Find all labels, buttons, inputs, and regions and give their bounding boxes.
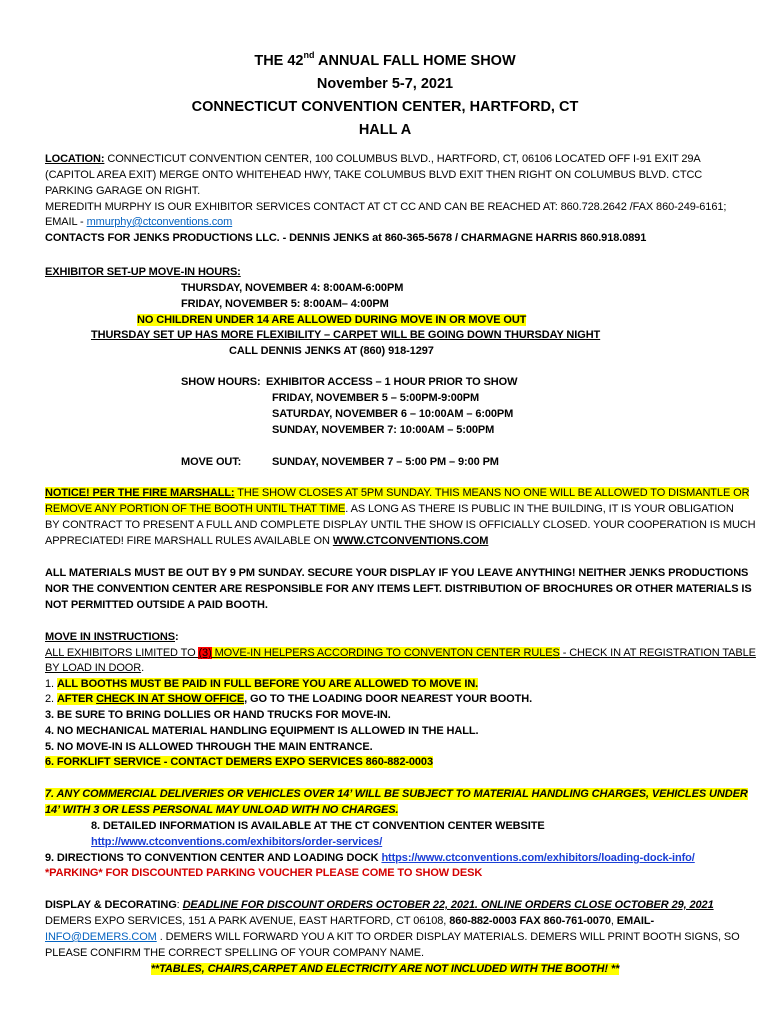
loading-dock-link[interactable]: https://www.ctconventions.com/exhibitors/loading-dock-info/: [381, 852, 695, 864]
move-in-item-1: 1. ALL BOOTHS MUST BE PAID IN FULL BEFORE YOU ARE ALLOWED TO MOVE IN.: [45, 678, 479, 690]
location-label: LOCATION:: [45, 153, 105, 165]
move-in-item-2: 2. AFTER CHECK IN AT SHOW OFFICE, GO TO THE LOADING DOOR NEAREST YOUR BOOTH.: [45, 693, 533, 705]
fire-marshall-notice-line-1: NOTICE! PER THE FIRE MARSHALL: THE SHOW CLOSES AT 5PM SUNDAY. THIS MEANS NO ONE WILL BE ALLOWED TO DISMANTLE OR: [45, 487, 750, 499]
contact-email-line: EMAIL - mmurphy@ctconventions.com: [45, 216, 233, 228]
fire-marshall-notice-line-2: REMOVE ANY PORTION OF THE BOOTH UNTIL THAT TIME. AS LONG AS THERE IS PUBLIC IN THE BUILDING, IT IS YOUR OBLIGATION: [45, 503, 734, 515]
title-text-rest: ANNUAL FALL HOME SHOW: [314, 53, 516, 69]
show-hall: HALL A: [358, 122, 412, 138]
show-hours-friday: FRIDAY, NOVEMBER 5 – 5:00PM-9:00PM: [272, 392, 480, 404]
location-line-3: PARKING GARAGE ON RIGHT.: [45, 185, 201, 197]
move-in-item-9: 9. DIRECTIONS TO CONVENTION CENTER AND LOADING DOCK https://www.ctconventions.com/exhibitors/loading-dock-info/: [45, 852, 695, 864]
show-venue: CONNECTICUT CONVENTION CENTER, HARTFORD, CT: [191, 99, 579, 115]
notice-label: NOTICE! PER THE FIRE MARSHALL:: [45, 487, 235, 499]
move-in-item-7-line-1: 7. ANY COMMERCIAL DELIVERIES OR VEHICLES OVER 14’ WILL BE SUBJECT TO MATERIAL HANDLING CHARGES, VEHICLES UNDER: [45, 788, 748, 800]
not-included-notice: **TABLES, CHAIRS,CARPET AND ELECTRICITY ARE NOT INCLUDED WITH THE BOOTH! **: [150, 963, 620, 975]
show-hours-label: SHOW HOURS:: [181, 376, 261, 388]
no-children-notice: NO CHILDREN UNDER 14 ARE ALLOWED DURING MOVE IN OR MOVE OUT: [137, 314, 527, 326]
setup-heading: EXHIBITOR SET-UP MOVE-IN HOURS:: [45, 266, 241, 278]
materials-line-3: NOT PERMITTED OUTSIDE A PAID BOOTH.: [45, 599, 268, 611]
move-in-item-8: 8. DETAILED INFORMATION IS AVAILABLE AT THE CT CONVENTION CENTER WEBSITE: [91, 820, 545, 832]
show-title: [0, 52, 770, 70]
show-dates: November 5-7, 2021: [316, 76, 454, 92]
location-line-1: LOCATION: CONNECTICUT CONVENTION CENTER, 100 COLUMBUS BLVD., HARTFORD, CT, 06106 LOCATED OFF I-91 EXIT 29A: [45, 153, 701, 165]
location-line-2: (CAPITOL AREA EXIT) MERGE ONTO WHITEHEAD HWY, TAKE COLUMBUS BLVD EXIT THEN RIGHT ON COLUMBUS BLVD. CTCC: [45, 169, 703, 181]
move-in-item-4: 4. NO MECHANICAL MATERIAL HANDLING EQUIPMENT IS ALLOWED IN THE HALL.: [45, 725, 479, 737]
demers-address: DEMERS EXPO SERVICES, 151 A PARK AVENUE, EAST HARTFORD, CT 06108, 860-882-0003 FAX 860-761-0070, EMAIL-: [45, 915, 655, 927]
title-ordinal: nd: [303, 50, 315, 61]
fire-marshall-notice-line-4: APPRECIATED! FIRE MARSHALL RULES AVAILABLE ON WWW.CTCONVENTIONS.COM: [45, 535, 489, 547]
setup-flexibility: THURSDAY SET UP HAS MORE FLEXIBILITY – CARPET WILL BE GOING DOWN THURSDAY NIGHT: [91, 329, 601, 341]
title-text: THE 42: [254, 53, 304, 69]
move-out-label: MOVE OUT:: [181, 456, 242, 468]
move-in-helper-limit: ALL EXHIBITORS LIMITED TO (3) MOVE-IN HELPERS ACCORDING TO CONVENTON CENTER RULES - CHECK IN AT REGISTRATION TABLE: [45, 647, 756, 659]
move-in-helper-limit-2: BY LOAD IN DOOR.: [45, 662, 145, 674]
demers-email-line: INFO@DEMERS.COM . DEMERS WILL FORWARD YOU A KIT TO ORDER DISPLAY MATERIALS. DEMERS WILL PRINT BOOTH SIGNS, SO: [45, 931, 740, 943]
show-hours-saturday: SATURDAY, NOVEMBER 6 – 10:00AM – 6:00PM: [272, 408, 514, 420]
materials-line-1: ALL MATERIALS MUST BE OUT BY 9 PM SUNDAY. SECURE YOUR DISPLAY IF YOU LEAVE ANYTHING! NEITHER JENKS PRODUCTIONS: [45, 567, 749, 579]
show-hours-sunday: SUNDAY, NOVEMBER 7: 10:00AM – 5:00PM: [272, 424, 495, 436]
move-in-item-3: 3. BE SURE TO BRING DOLLIES OR HAND TRUCKS FOR MOVE-IN.: [45, 709, 391, 721]
materials-line-2: NOR THE CONVENTION CENTER ARE RESPONSIBLE FOR ANY ITEMS LEFT. DISTRIBUTION OF BROCHURES OR OTHER MATERIALS IS: [45, 583, 752, 595]
fire-marshall-notice-line-3: BY CONTRACT TO PRESENT A FULL AND COMPLETE DISPLAY UNTIL THE SHOW IS OFFICIALLY CLOSED. YOUR COOPERATION IS MUCH: [45, 519, 756, 531]
move-in-item-6: 6. FORKLIFT SERVICE - CONTACT DEMERS EXPO SERVICES 860-882-0003: [45, 756, 433, 768]
setup-call-dennis: CALL DENNIS JENKS AT (860) 918-1297: [229, 345, 434, 357]
decorating-deadline: DISPLAY & DECORATING: DEADLINE FOR DISCOUNT ORDERS OCTOBER 22, 2021. ONLINE ORDERS CLOSE OCTOBER 29, 2021: [45, 899, 714, 911]
move-in-item-5: 5. NO MOVE-IN IS ALLOWED THROUGH THE MAIN ENTRANCE.: [45, 741, 373, 753]
parking-voucher-note: *PARKING* FOR DISCOUNTED PARKING VOUCHER PLEASE COME TO SHOW DESK: [45, 867, 483, 879]
move-in-heading: MOVE IN INSTRUCTIONS:: [45, 631, 179, 643]
move-out-value: SUNDAY, NOVEMBER 7 – 5:00 PM – 9:00 PM: [272, 456, 499, 468]
setup-friday: FRIDAY, NOVEMBER 5: 8:00AM– 4:00PM: [181, 298, 389, 310]
jenks-contacts: CONTACTS FOR JENKS PRODUCTIONS LLC. - DENNIS JENKS at 860-365-5678 / CHARMAGNE HARRIS 860.918.0891: [45, 232, 647, 244]
show-hours-access: EXHIBITOR ACCESS – 1 HOUR PRIOR TO SHOW: [266, 376, 518, 388]
order-services-link[interactable]: http://www.ctconventions.com/exhibitors/order-services/: [91, 836, 383, 848]
contact-meredith: MEREDITH MURPHY IS OUR EXHIBITOR SERVICES CONTACT AT CT CC AND CAN BE REACHED AT: 860.728.2642 /FAX 860-249-6161;: [45, 201, 727, 213]
ctconventions-website-link[interactable]: WWW.CTCONVENTIONS.COM: [332, 535, 489, 547]
demers-company-name-note: PLEASE CONFIRM THE CORRECT SPELLING OF YOUR COMPANY NAME.: [45, 947, 424, 959]
move-in-item-7-line-2: 14’ WITH 3 OR LESS PERSONAL MAY UNLOAD WITH NO CHARGES.: [45, 804, 399, 816]
demers-email-link[interactable]: INFO@DEMERS.COM: [45, 931, 157, 943]
email-link-mmurphy[interactable]: mmurphy@ctconventions.com: [86, 216, 233, 228]
setup-thursday: THURSDAY, NOVEMBER 4: 8:00AM-6:00PM: [181, 282, 404, 294]
